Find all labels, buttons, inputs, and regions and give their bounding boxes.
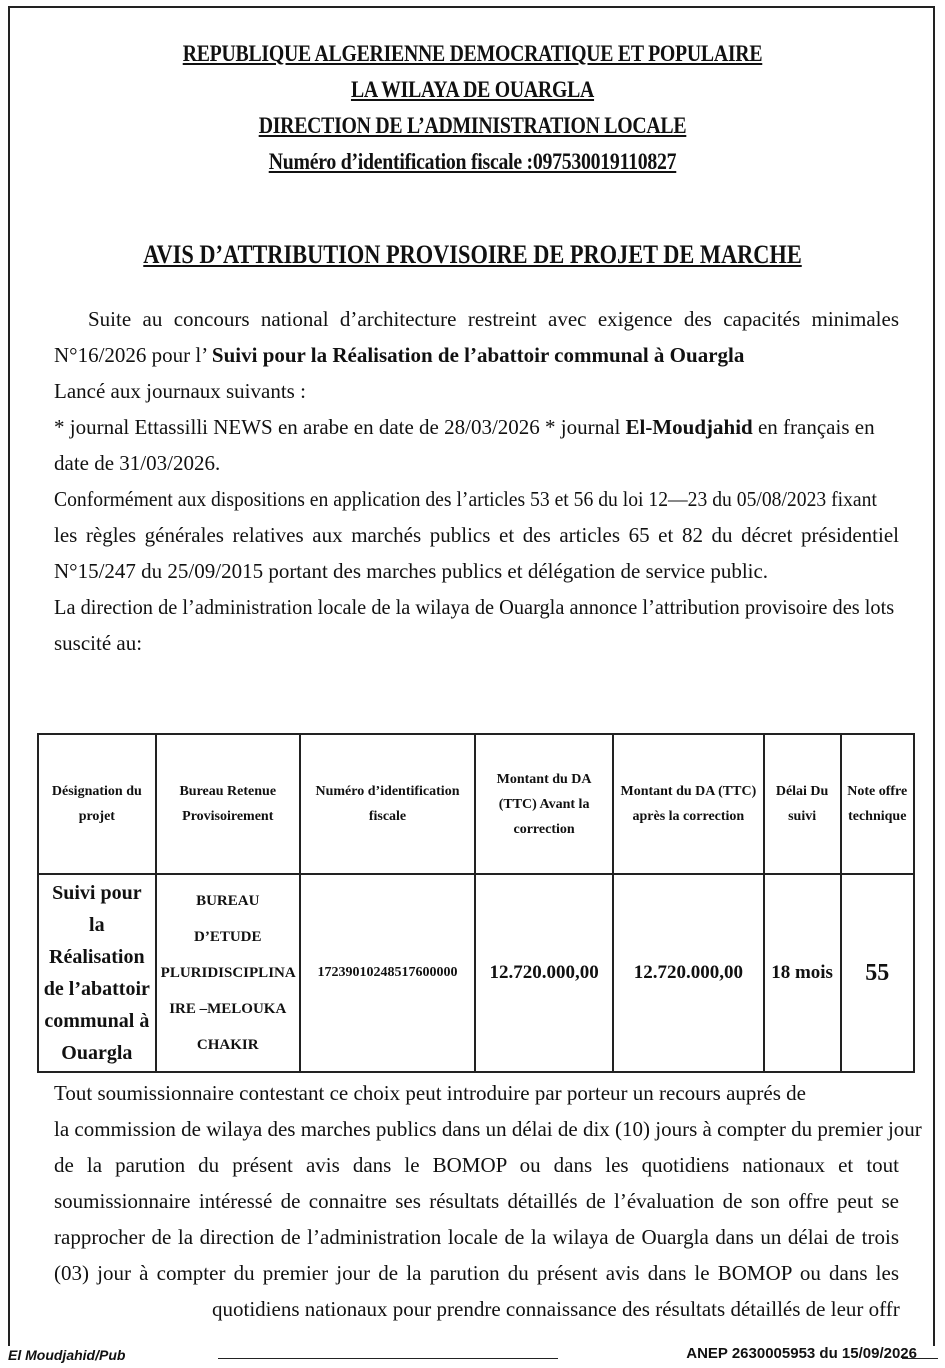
intro-line-3: Lancé aux journaux suivants :: [54, 379, 306, 403]
col-header-amount-before: Montant du DA (TTC) Avant la correction: [475, 734, 613, 874]
col-header-tax-id: Numéro d’identification fiscale: [300, 734, 475, 874]
footer-anep-reference: ANEP 2630005953 du 15/09/2026: [686, 1345, 917, 1362]
intro-line-9: La direction de l’administration locale de la wilaya de Ouargla annonce l’attribution provisoire des lots: [54, 595, 895, 619]
notice-title: AVIS D’ATTRIBUTION PROVISOIRE DE PROJET DE MARCHE: [143, 240, 802, 269]
header-tax-id: Numéro d’identification fiscale :097530019110827: [268, 149, 677, 174]
closing-line-4: soumissionnaire intéressé de connaitre ses résultats détaillés de l’évaluation de son offre peut se: [54, 1189, 899, 1213]
col-header-designation: Désignation du projet: [38, 734, 156, 874]
newspaper-name: El-Moudjahid: [625, 415, 753, 439]
footer-publication: El Moudjahid/Pub: [8, 1347, 126, 1363]
cell-amount-before: 12.720.000,00: [475, 874, 613, 1072]
header-republic: REPUBLIQUE ALGERIENNE DEMOCRATIQUE ET POPULAIRE: [182, 41, 763, 66]
footer-divider-left: [218, 1358, 558, 1359]
project-name: Suivi pour la Réalisation de l’abattoir communal à Ouargla: [211, 343, 745, 367]
closing-line-5: rapprocher de la direction de l’administration locale de la wilaya de Ouargla dans un délai de trois: [54, 1225, 899, 1249]
closing-line-6: (03) jour à compter du premier jour de la parution du présent avis dans le BOMOP ou dans les: [54, 1261, 899, 1285]
closing-line-7: quotidiens nationaux pour prendre connaissance des résultats détaillés de leur offr: [212, 1297, 900, 1321]
closing-paragraph: [54, 1075, 922, 1327]
intro-line-7: les règles générales relatives aux marchés publics et des articles 65 et 82 du décret présidentiel: [54, 523, 899, 547]
col-header-amount-after: Montant du DA (TTC) après la correction: [613, 734, 764, 874]
closing-line-2: la commission de wilaya des marches publics dans un délai de dix (10) jours à compter du premier jour: [54, 1117, 922, 1141]
award-table: [37, 733, 915, 1073]
header-wilaya: LA WILAYA DE OUARGLA: [350, 77, 595, 102]
footer-divider-right: [902, 1358, 938, 1359]
header-direction: DIRECTION DE L’ADMINISTRATION LOCALE: [258, 113, 687, 138]
cell-amount-after: 12.720.000,00: [613, 874, 764, 1072]
intro-line-6: Conformément aux dispositions en application des l’articles 53 et 56 du loi 12—23 du 05/08/2023 fixant: [54, 487, 877, 511]
intro-paragraph: [54, 301, 899, 661]
intro-line-2: N°16/2026 pour l’ Suivi pour la Réalisation de l’abattoir communal à Ouargla: [54, 343, 745, 367]
table-header-row: [38, 734, 914, 874]
intro-line-10: suscité au:: [54, 631, 143, 655]
col-header-technical-score: Note offre technique: [841, 734, 914, 874]
cell-bureau: BUREAU D’ETUDE PLURIDISCIPLINA IRE –MELOUKA CHAKIR: [156, 874, 300, 1072]
cell-delay: 18 mois: [764, 874, 841, 1072]
col-header-bureau: Bureau Retenue Provisoirement: [156, 734, 300, 874]
letterhead: [0, 36, 945, 180]
col-header-delay: Délai Du suivi: [764, 734, 841, 874]
closing-line-1: Tout soumissionnaire contestant ce choix peut introduire par porteur un recours auprés de: [54, 1081, 806, 1105]
intro-line-4: * journal Ettassilli NEWS en arabe en date de 28/03/2026 * journal El-Moudjahid en français en: [54, 415, 875, 439]
cell-designation: Suivi pour la Réalisation de l’abattoir communal à Ouargla: [38, 874, 156, 1072]
table-row: [38, 874, 914, 1072]
intro-line-8: N°15/247 du 25/09/2015 portant des marches publics et délégation de service public.: [54, 559, 769, 583]
intro-line-1: Suite au concours national d’architecture restreint avec exigence des capacités minimales: [88, 307, 899, 331]
intro-line-5: date de 31/03/2026.: [54, 451, 221, 475]
closing-line-3: de la parution du présent avis dans le BOMOP ou dans les quotidiens nationaux et tout: [54, 1153, 899, 1177]
cell-technical-score: 55: [841, 874, 914, 1072]
cell-tax-id: 17239010248517600000: [300, 874, 475, 1072]
